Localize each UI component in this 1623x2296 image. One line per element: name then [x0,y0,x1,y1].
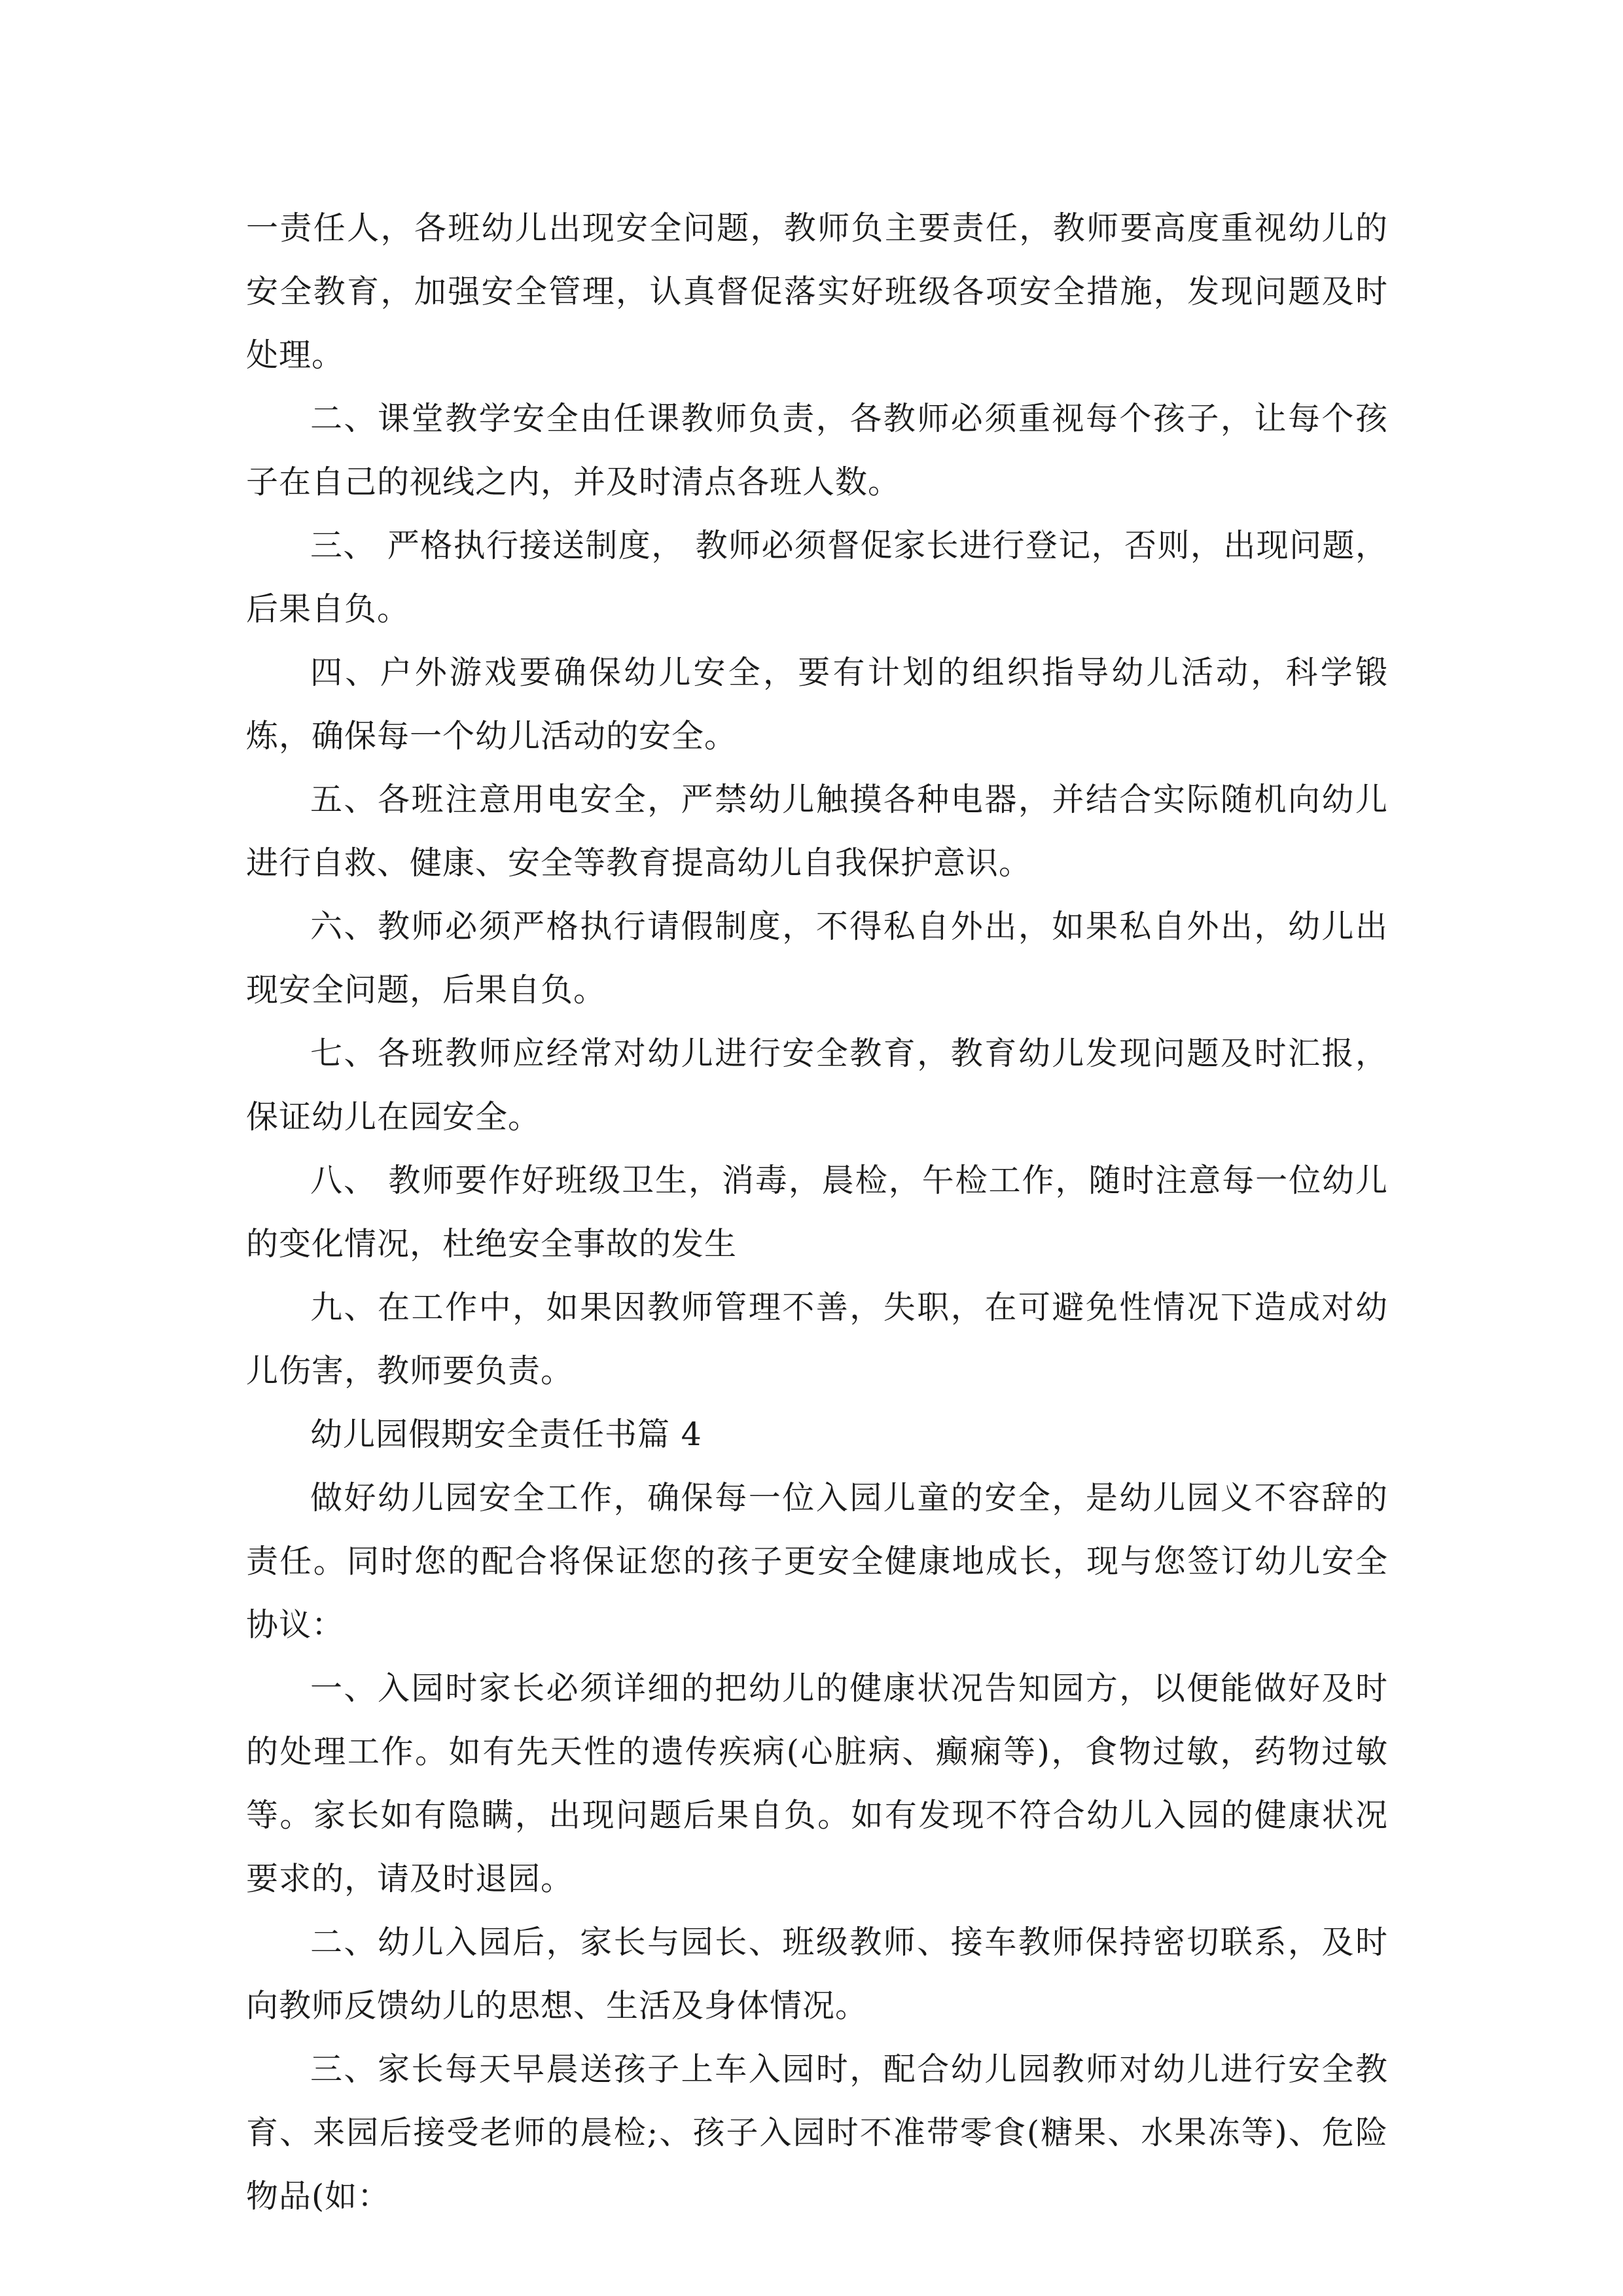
paragraph-agreement-intro: 做好幼儿园安全工作，确保每一位入园儿童的安全，是幼儿园义不容辞的责任。同时您的配合将保证您的孩子更安全健康地成长，现与您签订幼儿安全协议： [246,1479,1388,1643]
paragraph-parent-contact: 二、幼儿入园后，家长与园长、班级教师、接车教师保持密切联系，及时向教师反馈幼儿的思想、生活及身体情况。 [246,1924,1388,2024]
paragraph-morning-dropoff: 三、家长每天早晨送孩子上车入园时，配合幼儿园教师对幼儿进行安全教育、来园后接受老师的晨检;、孩子入园时不准带零食(糖果、水果冻等)、危险物品(如： [246,2051,1388,2215]
paragraph-electricity-safety: 五、各班注意用电安全，严禁幼儿触摸各种电器，并结合实际随机向幼儿进行自救、健康、安全等教育提高幼儿自我保护意识。 [246,781,1388,882]
paragraph-hygiene-checks: 八、 教师要作好班级卫生，消毒，晨检，午检工作，随时注意每一位幼儿的变化情况，杜绝安全事故的发生 [246,1162,1388,1263]
paragraph-safety-education: 七、各班教师应经常对幼儿进行安全教育，教育幼儿发现问题及时汇报，保证幼儿在园安全。 [246,1035,1388,1136]
paragraph-outdoor-games: 四、户外游戏要确保幼儿安全，要有计划的组织指导幼儿活动，科学锻炼，确保每一个幼儿活动的安全。 [246,654,1388,755]
document-body [246,196,1388,2228]
section-heading: 幼儿园假期安全责任书篇 4 [310,1416,702,1453]
paragraph-classroom-safety: 二、课堂教学安全由任课教师负责，各教师必须重视每个孩子，让每个孩子在自己的视线之内，并及时清点各班人数。 [246,400,1388,501]
paragraph-teacher-liability: 九、在工作中，如果因教师管理不善，失职，在可避免性情况下造成对幼儿伤害，教师要负责。 [246,1289,1388,1390]
paragraph-safety-responsibility: 一责任人，各班幼儿出现安全问题，教师负主要责任，教师要高度重视幼儿的安全教育，加强安全管理，认真督促落实好班级各项安全措施，发现问题及时处理。 [246,209,1388,374]
paragraph-leave-system: 六、教师必须严格执行请假制度，不得私自外出，如果私自外出，幼儿出现安全问题，后果自负。 [246,908,1388,1009]
paragraph-pickup-system: 三、 严格执行接送制度， 教师必须督促家长进行登记，否则，出现问题，后果自负。 [246,527,1388,628]
paragraph-health-disclosure: 一、入园时家长必须详细的把幼儿的健康状况告知园方，以便能做好及时的处理工作。如有先天性的遗传疾病(心脏病、癫痫等)，食物过敏，药物过敏等。家长如有隐瞒，出现问题后果自负。如有发现不符合幼儿入园的健康状况要求的，请及时退园。 [246,1670,1388,1897]
